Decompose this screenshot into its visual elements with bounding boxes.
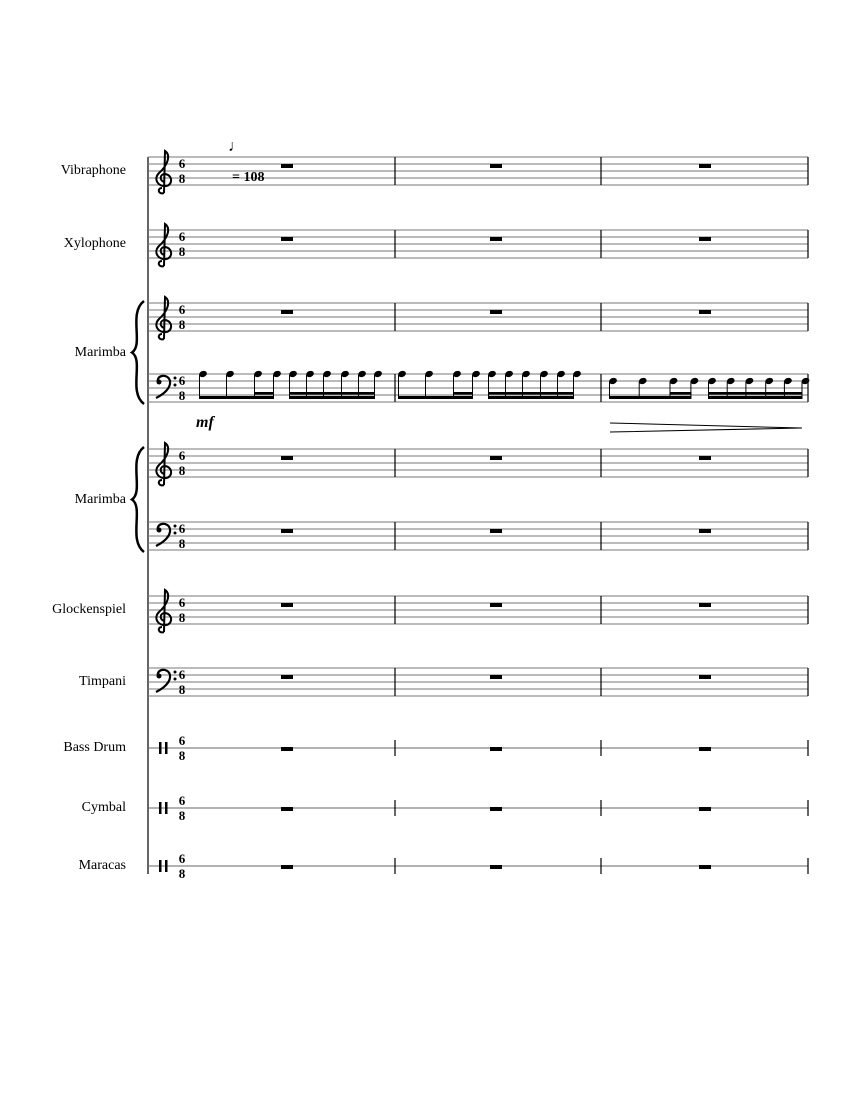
- whole-rest: [281, 310, 293, 314]
- time-signature-denominator: 8: [178, 866, 186, 881]
- whole-rest: [699, 807, 711, 811]
- beam: [254, 392, 274, 395]
- dynamic-marking: mf: [196, 414, 214, 431]
- instrument-name: Glockenspiel: [52, 602, 126, 617]
- beam: [609, 396, 691, 399]
- percussion-clef-icon: [159, 860, 162, 872]
- bass-clef-dot: [174, 384, 177, 387]
- whole-rest: [699, 456, 711, 460]
- time-signature-denominator: 8: [178, 610, 186, 625]
- time-signature-numerator: 6: [178, 302, 186, 317]
- whole-rest: [699, 603, 711, 607]
- bass-clef-icon: [157, 674, 162, 679]
- percussion-clef-icon: [165, 802, 168, 814]
- whole-rest: [281, 237, 293, 241]
- bass-clef-dot: [174, 671, 177, 674]
- whole-rest: [490, 529, 502, 533]
- beam: [488, 392, 574, 395]
- beam: [453, 392, 473, 395]
- beam: [398, 396, 473, 399]
- time-signature-numerator: 6: [178, 793, 186, 808]
- bass-clef-icon: [157, 380, 162, 385]
- percussion-clef-icon: [165, 860, 168, 872]
- whole-rest: [281, 865, 293, 869]
- tempo-note-icon: ♩: [228, 138, 244, 155]
- instrument-name: Xylophone: [63, 236, 126, 251]
- time-signature-denominator: 8: [178, 808, 186, 823]
- time-signature-denominator: 8: [178, 463, 186, 478]
- bass-clef-icon: [157, 528, 162, 533]
- time-signature-denominator: 8: [178, 317, 186, 332]
- beam: [199, 396, 274, 399]
- beam: [289, 392, 375, 395]
- time-signature-denominator: 8: [178, 171, 186, 186]
- time-signature-numerator: 6: [178, 448, 186, 463]
- instrument-name: Marimba: [74, 491, 126, 507]
- bass-clef-dot: [174, 532, 177, 535]
- instrument-name: Cymbal: [81, 800, 126, 815]
- whole-rest: [490, 310, 502, 314]
- bass-clef-dot: [174, 678, 177, 681]
- whole-rest: [281, 164, 293, 168]
- beam: [708, 396, 803, 399]
- time-signature-numerator: 6: [178, 667, 186, 682]
- whole-rest: [281, 456, 293, 460]
- whole-rest: [699, 237, 711, 241]
- whole-rest: [490, 747, 502, 751]
- tempo-marking: = 108: [232, 170, 265, 185]
- decrescendo-hairpin: [610, 423, 802, 432]
- whole-rest: [490, 807, 502, 811]
- whole-rest: [490, 675, 502, 679]
- whole-rest: [281, 675, 293, 679]
- whole-rest: [490, 164, 502, 168]
- whole-rest: [281, 603, 293, 607]
- time-signature-numerator: 6: [178, 229, 186, 244]
- whole-rest: [281, 807, 293, 811]
- time-signature-numerator: 6: [178, 373, 186, 388]
- whole-rest: [490, 237, 502, 241]
- beam: [670, 392, 692, 395]
- beam: [488, 396, 574, 399]
- percussion-clef-icon: [159, 802, 162, 814]
- whole-rest: [281, 747, 293, 751]
- time-signature-denominator: 8: [178, 748, 186, 763]
- whole-rest: [490, 456, 502, 460]
- whole-rest: [699, 675, 711, 679]
- whole-rest: [699, 747, 711, 751]
- time-signature-denominator: 8: [178, 388, 186, 403]
- time-signature-numerator: 6: [178, 595, 186, 610]
- whole-rest: [699, 310, 711, 314]
- time-signature-denominator: 8: [178, 536, 186, 551]
- brace: [132, 301, 144, 404]
- whole-rest: [699, 529, 711, 533]
- whole-rest: [281, 529, 293, 533]
- time-signature-numerator: 6: [178, 733, 186, 748]
- instrument-name: Timpani: [79, 674, 126, 689]
- instrument-name: Marimba: [74, 344, 126, 360]
- time-signature-denominator: 8: [178, 244, 186, 259]
- bass-clef-dot: [174, 525, 177, 528]
- beam: [289, 396, 375, 399]
- whole-rest: [490, 865, 502, 869]
- beam: [708, 392, 803, 395]
- instrument-name: Maracas: [78, 858, 126, 873]
- whole-rest: [699, 164, 711, 168]
- bass-clef-dot: [174, 377, 177, 380]
- whole-rest: [490, 603, 502, 607]
- percussion-clef-icon: [165, 742, 168, 754]
- time-signature-numerator: 6: [178, 521, 186, 536]
- time-signature-denominator: 8: [178, 682, 186, 697]
- percussion-clef-icon: [159, 742, 162, 754]
- brace: [132, 447, 144, 552]
- instrument-name: Vibraphone: [60, 163, 126, 178]
- instrument-name: Bass Drum: [63, 740, 126, 755]
- time-signature-numerator: 6: [178, 851, 186, 866]
- time-signature-numerator: 6: [178, 156, 186, 171]
- whole-rest: [699, 865, 711, 869]
